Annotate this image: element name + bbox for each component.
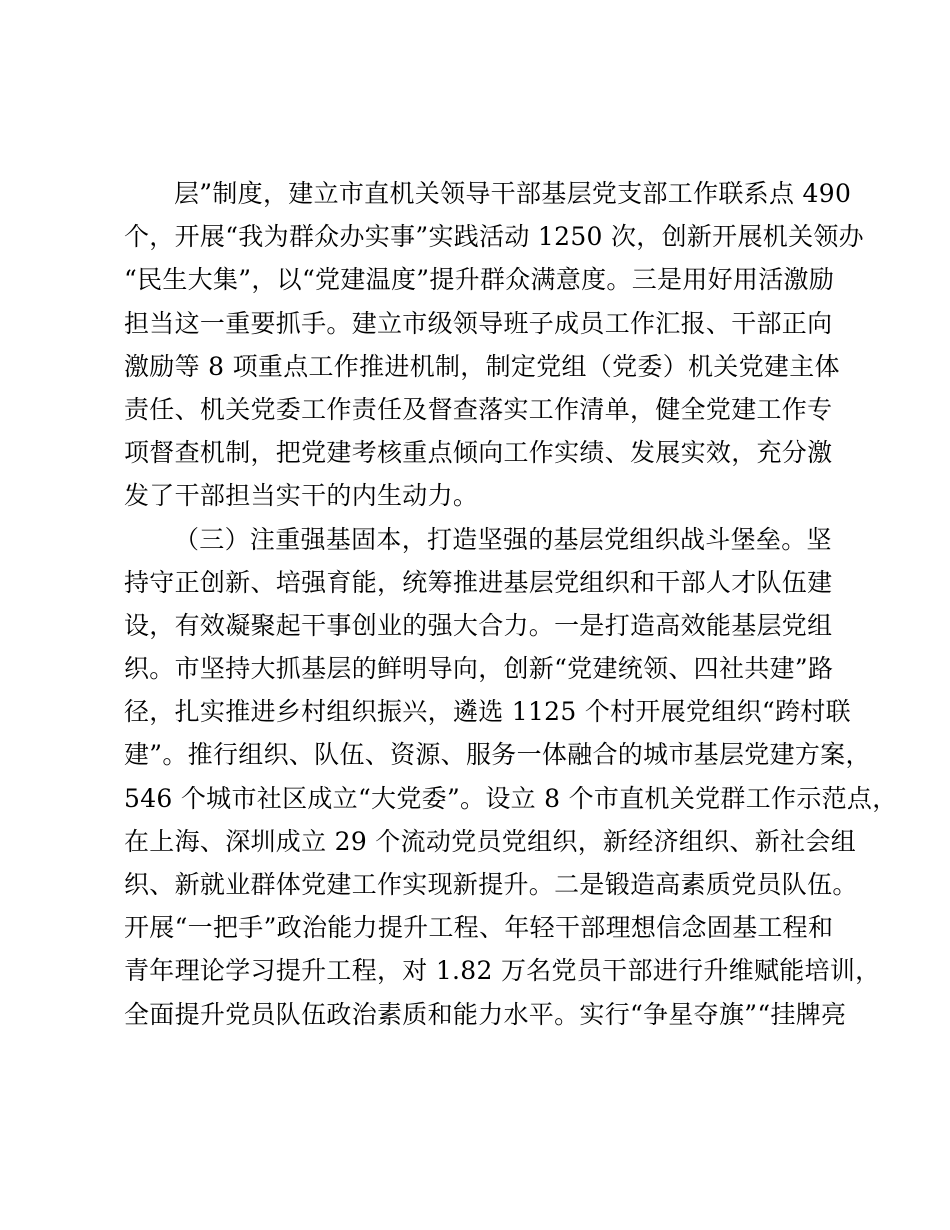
text-line: 径，扎实推进乡村组织振兴，遴选 1125 个村开展党组织“跨村联 (124, 697, 851, 727)
text-line: 开展“一把手”政治能力提升工程、年轻干部理想信念固基工程和 (124, 913, 834, 943)
text-line: 发了干部担当实干的内生动力。 (124, 481, 479, 511)
text-line: “民生大集”，以“党建温度”提升群众满意度。三是用好用活激励 (124, 265, 835, 295)
text-line: 项督查机制，把党建考核重点倾向工作实绩、发展实效，充分激 (124, 438, 833, 468)
text-line: 激励等 8 项重点工作推进机制，制定党组（党委）机关党建主体 (124, 351, 840, 381)
text-line: 个，开展“我为群众办实事”实践活动 1250 次，创新开展机关领办 (124, 222, 864, 252)
text-line: 责任、机关党委工作责任及督查落实工作清单，健全党建工作专 (124, 394, 833, 424)
text-line: 青年理论学习提升工程，对 1.82 万名党员干部进行升维赋能培训， (124, 956, 881, 986)
text-line: 层”制度，建立市直机关领导干部基层党支部工作联系点 490 (174, 179, 852, 208)
text-line: 织、新就业群体党建工作实现新提升。二是锻造高素质党员队伍。 (124, 870, 858, 899)
text-line: 持守正创新、培强育能，统筹推进基层党组织和干部人才队伍建 (124, 567, 833, 597)
text-line: 546 个城市社区成立“大党委”。设立 8 个市直机关党群工作示范点， (124, 783, 898, 813)
text-line: 全面提升党员队伍政治素质和能力水平。实行“争星夺旗”“挂牌亮 (124, 999, 847, 1029)
text-line: 在上海、深圳成立 29 个流动党员党组织，新经济组织、新社会组 (124, 826, 857, 856)
text-line: 设，有效凝聚起干事创业的强大合力。一是打造高效能基层党组 (124, 610, 833, 640)
text-line: 建”。推行组织、队伍、资源、服务一体融合的城市基层党建方案， (124, 740, 871, 770)
text-line: 织。市坚持大抓基层的鲜明导向，创新“党建统领、四社共建”路 (124, 654, 834, 684)
body-text (124, 172, 898, 1036)
text-line: 担当这一重要抓手。建立市级领导班子成员工作汇报、干部正向 (124, 308, 833, 338)
section-heading-line: （三）注重强基固本，打造坚强的基层党组织战斗堡垒。坚 (174, 524, 832, 554)
